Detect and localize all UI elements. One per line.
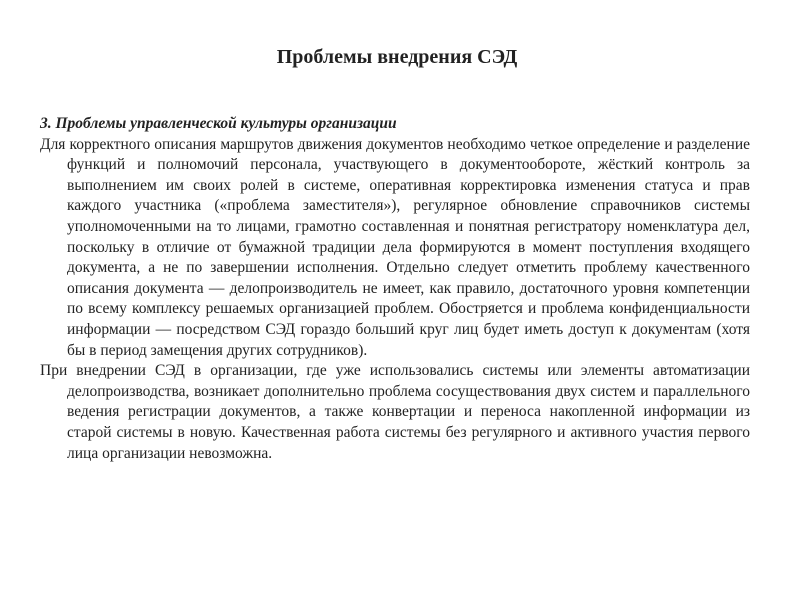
section-heading: 3. Проблемы управленческой культуры организации bbox=[40, 115, 397, 132]
slide-title: Проблемы внедрения СЭД bbox=[276, 46, 518, 68]
slide-content bbox=[40, 114, 750, 464]
paragraph-workflow-culture: Для корректного описания маршрутов движения документов необходимо четкое определение и разделение функций и полномочий персонала, участвующего в документообороте, жёсткий контроль за выполнением им своих ролей в системе, оперативная корректировка изменения статуса и прав каждого участника («проблема заместителя»), регулярное обновление справочников системы уполномоченными на то лицами, грамотно составленная и понятная регистратору номенклатура дел, поскольку в отличие от бумажной традиции дела формируются в момент поступления входящего документа, а не по завершении исполнения. Отдельно следует отметить проблему качественного описания документа — делопроизводитель не имеет, как правило, достаточного уровня компетенции по всему комплексу решаемых организацией проблем. Обостряется и проблема конфиденциальности информации — посредством СЭД гораздо больший круг лиц будет иметь доступ к документам (хотя бы в период замещения других сотрудников). bbox=[40, 135, 750, 359]
paragraph-legacy-systems: При внедрении СЭД в организации, где уже использовались системы или элементы автоматизации делопроизводства, возникает дополнительно проблема сосуществования двух систем и параллельного ведения регистрации документов, а также конвертации и переноса накопленной информации из старой системы в новую. Качественная работа системы без регулярного и активного участия первого лица организации невозможна. bbox=[40, 362, 750, 462]
